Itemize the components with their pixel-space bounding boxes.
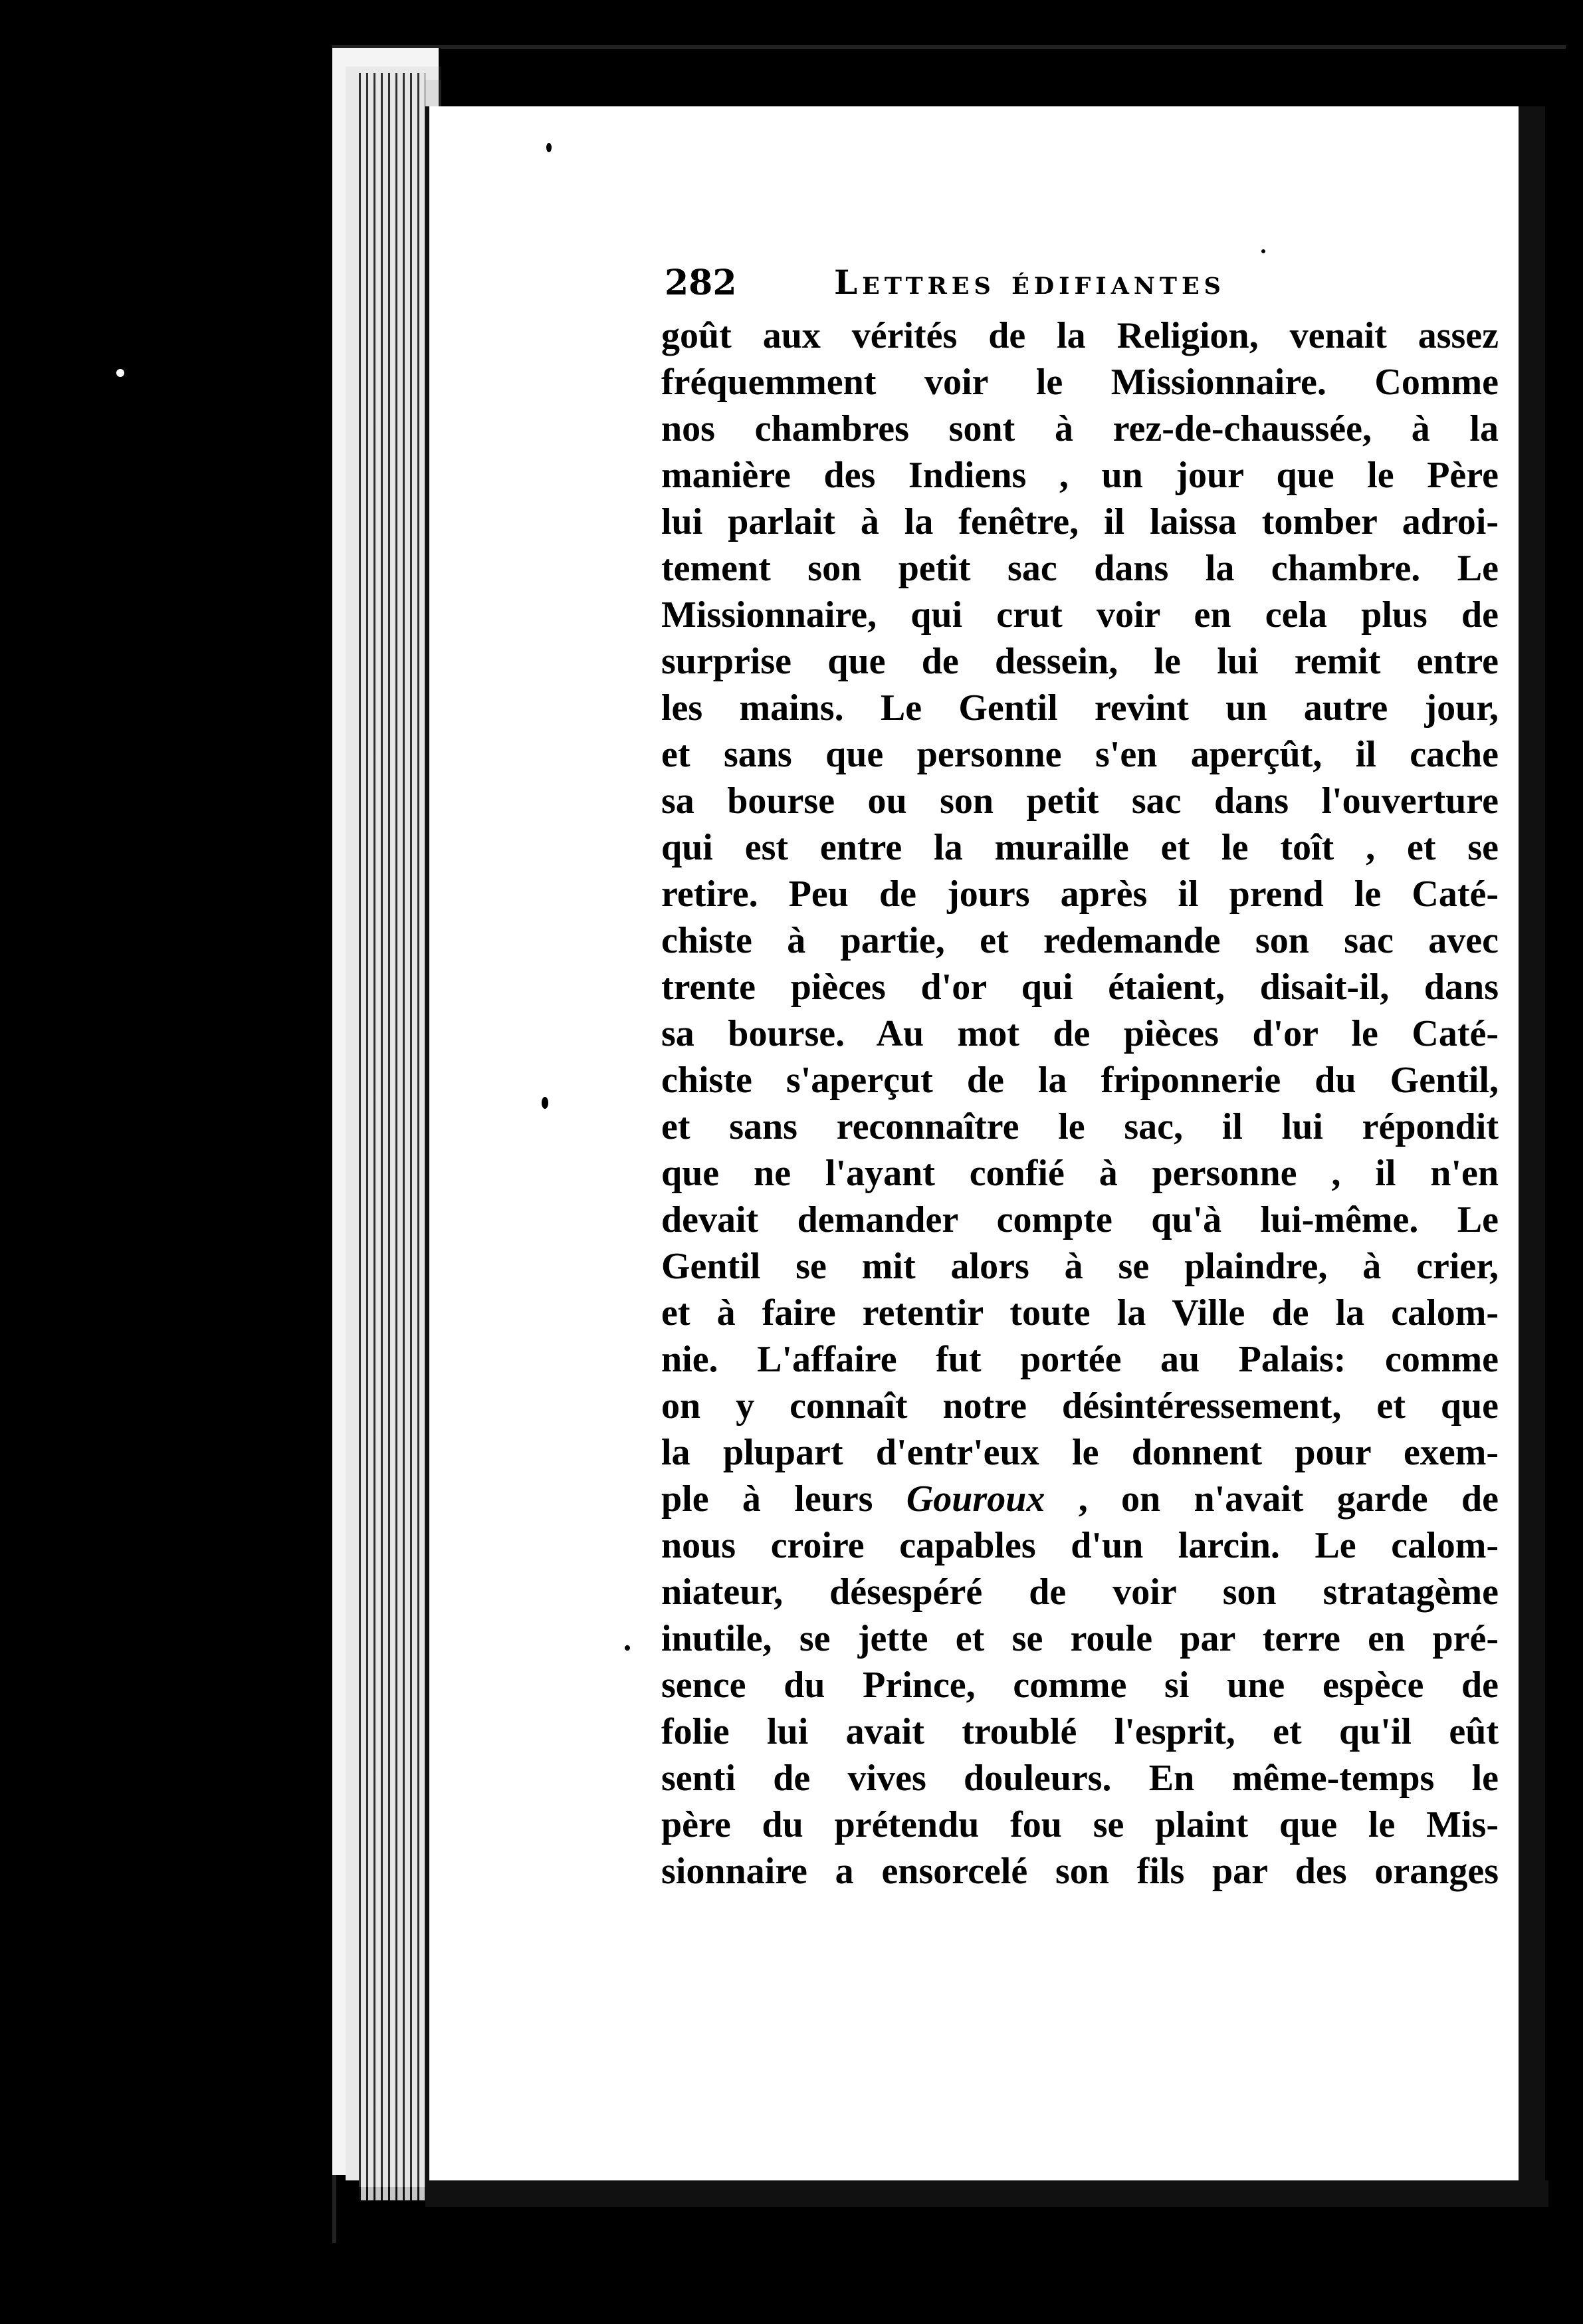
text-line: et sans reconnaître le sac, il lui répondit bbox=[661, 1106, 1499, 1147]
scan-speck bbox=[546, 143, 552, 152]
text-line: trente pièces d'or qui étaient, disait-il, dans bbox=[661, 967, 1499, 1008]
page-stack-lines bbox=[359, 73, 425, 2200]
scan-speck bbox=[542, 1097, 548, 1109]
scan-speck bbox=[1261, 249, 1265, 253]
text-line: que ne l'ayant confié à personne , il n'en bbox=[661, 1153, 1499, 1194]
text-line: nos chambres sont à rez-de-chaussée, à la bbox=[661, 408, 1499, 449]
text-line: lui parlait à la fenêtre, il laissa tomber adroi- bbox=[661, 501, 1499, 542]
text-line: fréquemment voir le Missionnaire. Comme bbox=[661, 362, 1499, 403]
text-line: sa bourse ou son petit sac dans l'ouverture bbox=[661, 780, 1499, 822]
text-line: nie. L'affaire fut portée au Palais: comme bbox=[661, 1339, 1499, 1380]
text-line: surprise que de dessein, le lui remit entre bbox=[661, 641, 1499, 682]
text-line: chiste s'aperçut de la friponnerie du Gentil, bbox=[661, 1060, 1499, 1101]
scan-speck bbox=[625, 1645, 630, 1651]
running-title: Lettres édifiantes bbox=[834, 263, 1225, 302]
text-line-with-italic bbox=[661, 1476, 1499, 1522]
text-segment: ple à leurs bbox=[661, 1478, 906, 1520]
text-line: manière des Indiens , un jour que le Père bbox=[661, 455, 1499, 496]
page-shadow-bottom bbox=[425, 2180, 1548, 2207]
text-line: qui est entre la muraille et le toît , et se bbox=[661, 827, 1499, 868]
text-segment: , on n'avait garde de bbox=[1045, 1478, 1499, 1520]
text-line: on y connaît notre désintéressement, et que bbox=[661, 1385, 1499, 1427]
text-line: chiste à partie, et redemande son sac avec bbox=[661, 920, 1499, 961]
page-shadow-right bbox=[1519, 106, 1545, 2187]
text-line: tement son petit sac dans la chambre. Le bbox=[661, 548, 1499, 589]
text-line: la plupart d'entr'eux le donnent pour exem- bbox=[661, 1432, 1499, 1473]
text-line: senti de vives douleurs. En même-temps le bbox=[661, 1758, 1499, 1799]
text-line: les mains. Le Gentil revint un autre jour, bbox=[661, 687, 1499, 729]
text-line: retire. Peu de jours après il prend le Caté- bbox=[661, 873, 1499, 915]
text-line: goût aux vérités de la Religion, venait assez bbox=[661, 315, 1499, 356]
text-line: Gentil se mit alors à se plaindre, à crier, bbox=[661, 1246, 1499, 1287]
text-line: et sans que personne s'en aperçût, il cache bbox=[661, 734, 1499, 775]
text-line: nous croire capables d'un larcin. Le calom- bbox=[661, 1525, 1499, 1566]
body-text bbox=[661, 312, 1499, 1895]
text-line: père du prétendu fou se plaint que le Mis- bbox=[661, 1804, 1499, 1845]
text-line: devait demander compte qu'à lui-même. Le bbox=[661, 1199, 1499, 1240]
page-number: 282 bbox=[665, 263, 737, 303]
italic-term: Gouroux bbox=[906, 1478, 1045, 1520]
scan-speck bbox=[116, 369, 124, 377]
page-header bbox=[665, 263, 1502, 309]
text-line: Missionnaire, qui crut voir en cela plus de bbox=[661, 594, 1499, 636]
text-line: inutile, se jette et se roule par terre en pré- bbox=[661, 1618, 1499, 1659]
text-line: sa bourse. Au mot de pièces d'or le Caté- bbox=[661, 1013, 1499, 1054]
text-line: folie lui avait troublé l'esprit, et qu'il eût bbox=[661, 1711, 1499, 1752]
text-line: sence du Prince, comme si une espèce de bbox=[661, 1665, 1499, 1706]
text-line: et à faire retentir toute la Ville de la calom- bbox=[661, 1292, 1499, 1334]
text-line: niateur, désespéré de voir son stratagème bbox=[661, 1571, 1499, 1613]
text-line: sionnaire a ensorcelé son fils par des oranges bbox=[661, 1851, 1499, 1892]
